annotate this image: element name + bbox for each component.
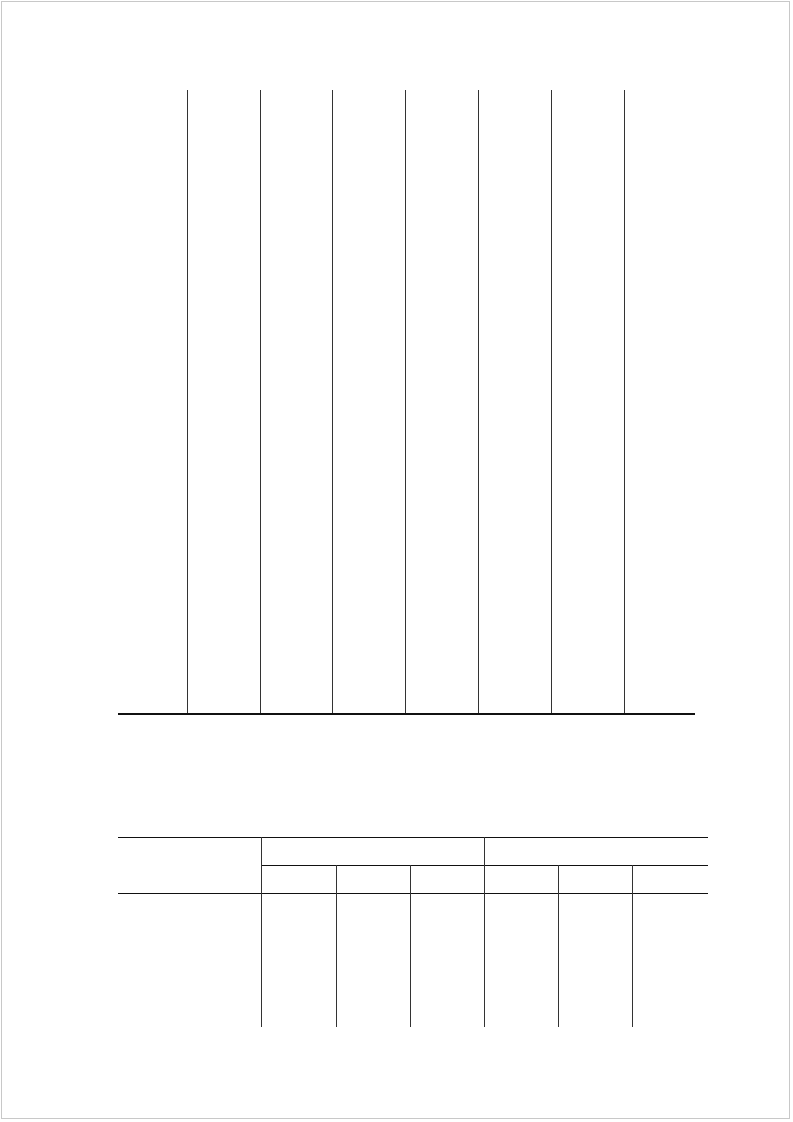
table-bottom-rule (118, 713, 695, 715)
header-bottom-rule (118, 893, 708, 894)
table-top-rule (118, 837, 708, 838)
column-divider (187, 90, 188, 715)
crop-table (118, 837, 708, 1027)
column-divider (632, 865, 633, 1027)
column-divider (410, 865, 411, 1027)
column-divider (260, 90, 261, 715)
column-divider (558, 865, 559, 1027)
column-divider (484, 837, 485, 1027)
column-divider (261, 837, 262, 1027)
column-divider (336, 865, 337, 1027)
column-divider (405, 90, 406, 715)
column-divider (624, 90, 625, 715)
column-divider (332, 90, 333, 715)
column-divider (478, 90, 479, 715)
column-divider (551, 90, 552, 715)
